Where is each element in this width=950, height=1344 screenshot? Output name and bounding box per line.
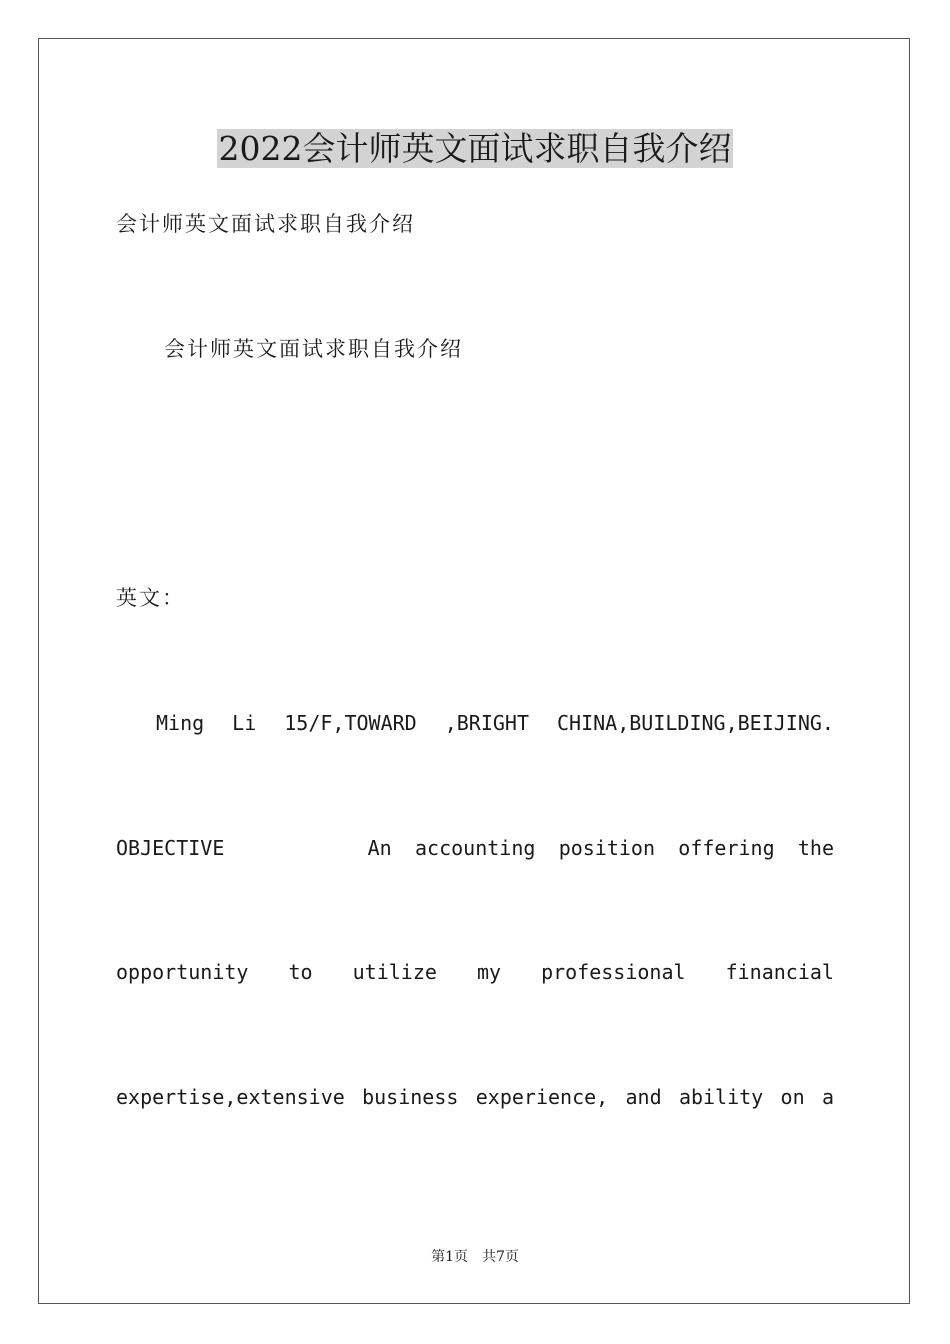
body-word: experience, bbox=[475, 1085, 609, 1109]
objective-word: An bbox=[367, 836, 392, 860]
body-word: a bbox=[821, 1085, 834, 1109]
body-line-4 bbox=[116, 1083, 834, 1111]
objective-word: position bbox=[558, 836, 656, 860]
body-word: professional bbox=[541, 960, 686, 984]
body-word: business bbox=[362, 1085, 459, 1109]
objective-word: offering bbox=[678, 836, 775, 860]
address-word: Ming bbox=[156, 711, 205, 735]
page-footer bbox=[0, 1247, 950, 1267]
body-word: expertise,extensive bbox=[116, 1085, 345, 1109]
body-word: to bbox=[288, 960, 313, 984]
address-word: 15/F,TOWARD bbox=[284, 711, 417, 735]
address-word: CHINA,BUILDING,BEIJING. bbox=[557, 711, 834, 735]
objective-word: OBJECTIVE bbox=[116, 836, 225, 860]
body-word: and bbox=[625, 1085, 662, 1109]
body-line-3 bbox=[116, 958, 834, 986]
body-word: on bbox=[780, 1085, 805, 1109]
objective-word: accounting bbox=[415, 836, 536, 860]
document-title bbox=[0, 128, 950, 170]
document-title-text: 2022会计师英文面试求职自我介绍 bbox=[218, 129, 732, 168]
subtitle: 会计师英文面试求职自我介绍 bbox=[116, 212, 415, 236]
address-line bbox=[156, 709, 834, 737]
address-word: Li bbox=[232, 711, 257, 735]
body-word: opportunity bbox=[116, 960, 249, 984]
objective-word: the bbox=[797, 836, 834, 860]
indented-heading: 会计师英文面试求职自我介绍 bbox=[164, 337, 463, 361]
body-word: my bbox=[476, 960, 502, 984]
body-word: ability bbox=[678, 1085, 764, 1109]
page-total: 共7页 bbox=[482, 1249, 519, 1265]
objective-line bbox=[116, 834, 834, 862]
body-word: financial bbox=[725, 960, 834, 984]
english-label: 英文： bbox=[116, 586, 185, 610]
address-word: ,BRIGHT bbox=[444, 711, 530, 735]
page-number: 第1页 bbox=[431, 1249, 468, 1265]
body-word: utilize bbox=[352, 960, 437, 984]
